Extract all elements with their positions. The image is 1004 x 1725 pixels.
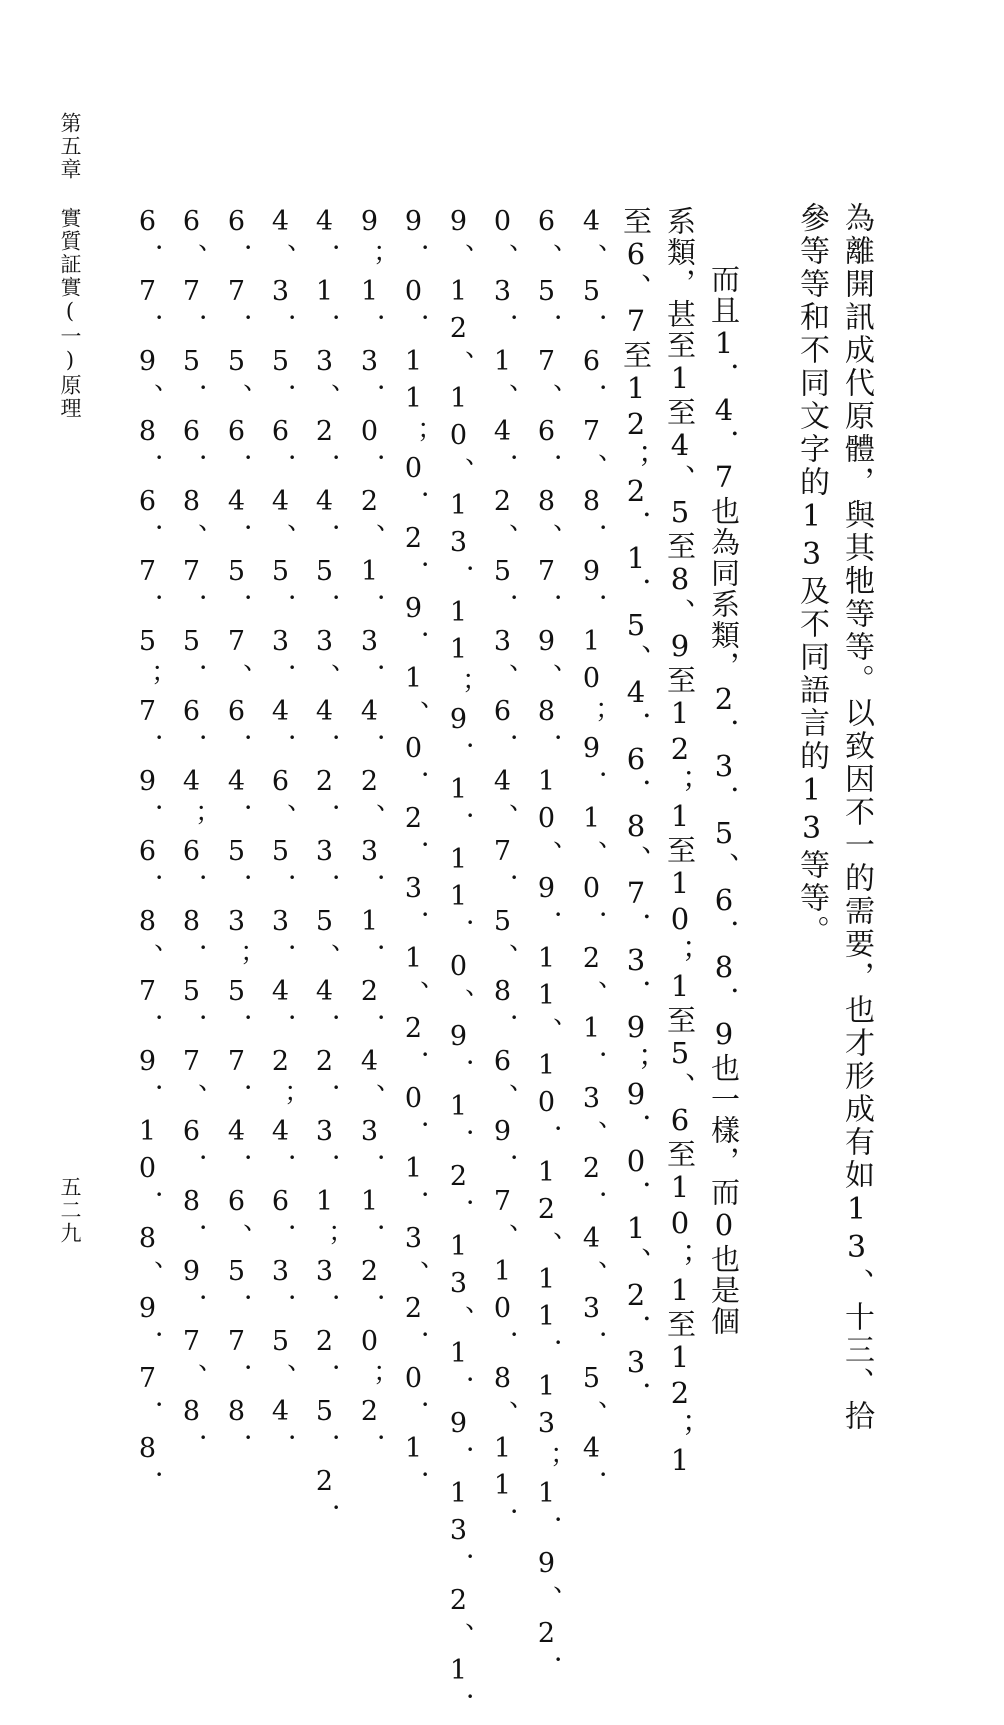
paragraph2-line-3: 至6、7至12；2．1．5、4．6．8、7．3．9；9．0．1、2．3． <box>619 206 653 1412</box>
paragraph1-line-2: 參等等和不同文字的13及不同語言的13等等。 <box>794 202 829 948</box>
paragraph2-line-2: 系類，甚至1至4、5至8、9至12；1至10；1至5、6至10；1至12；1 <box>663 206 697 1479</box>
number-line-3: 0、3．1、4．2、5．3、6．4、7．5、8．6、9．7、10．8、11． <box>487 206 518 1540</box>
number-line-8: 4、3．5．6．4、5．3．4．6、5．3．4．2；4．6．3．5、4． <box>265 206 296 1466</box>
number-line-9: 6．7．5、6．4．5．7、6．4．5．3；5．7．4．6、5．7．8． <box>221 206 252 1466</box>
number-line-11: 6．7．9、8．6．7．5；7．9．6．8、7．9．10．8、9．7．8． <box>132 206 163 1503</box>
number-line-10: 6、7．5．6．8、7．5．6．4；6．8．5．7、6．8．9．7、8． <box>176 206 207 1466</box>
page-number: 五二九 <box>58 1176 82 1245</box>
paragraph1-line-1: 為離開訊成代原體，與其牠等等。以致因不一的需要，也才形成有如13、十三、拾 <box>839 202 874 1433</box>
number-line-5: 9．0．11；0．2．9．1、0．2．3．1、2．0．1．3、2．0．1． <box>398 206 429 1503</box>
number-line-2: 6、5．7、6．8、7．9、8．10、9．11、10．12、11．13；1．9、2． <box>531 206 562 1688</box>
number-line-1: 4、5．6．7、8．9．10；9．1、0．2、1．3、2．4、3．5、4． <box>576 206 607 1503</box>
number-line-7: 4．1．3、2．4．5．3、4．2．3．5、4．2．3．1；3．2．5．2． <box>309 206 340 1536</box>
paragraph2-line-1: 而且1．4．7也為同系類，2．3．5、6．8．9也一樣，而0也是個 <box>707 264 741 1337</box>
number-line-4: 9、12、10、13．11；9．1．11．0、9．1．2．13、1．9．13．2、1． <box>443 206 474 1725</box>
chapter-header: 第五章 實質証實(一)原理 <box>58 112 82 420</box>
number-line-6: 9；1．3．0．2、1．3．4．2、3．1．2．4、3．1．2．0；2． <box>354 206 385 1466</box>
